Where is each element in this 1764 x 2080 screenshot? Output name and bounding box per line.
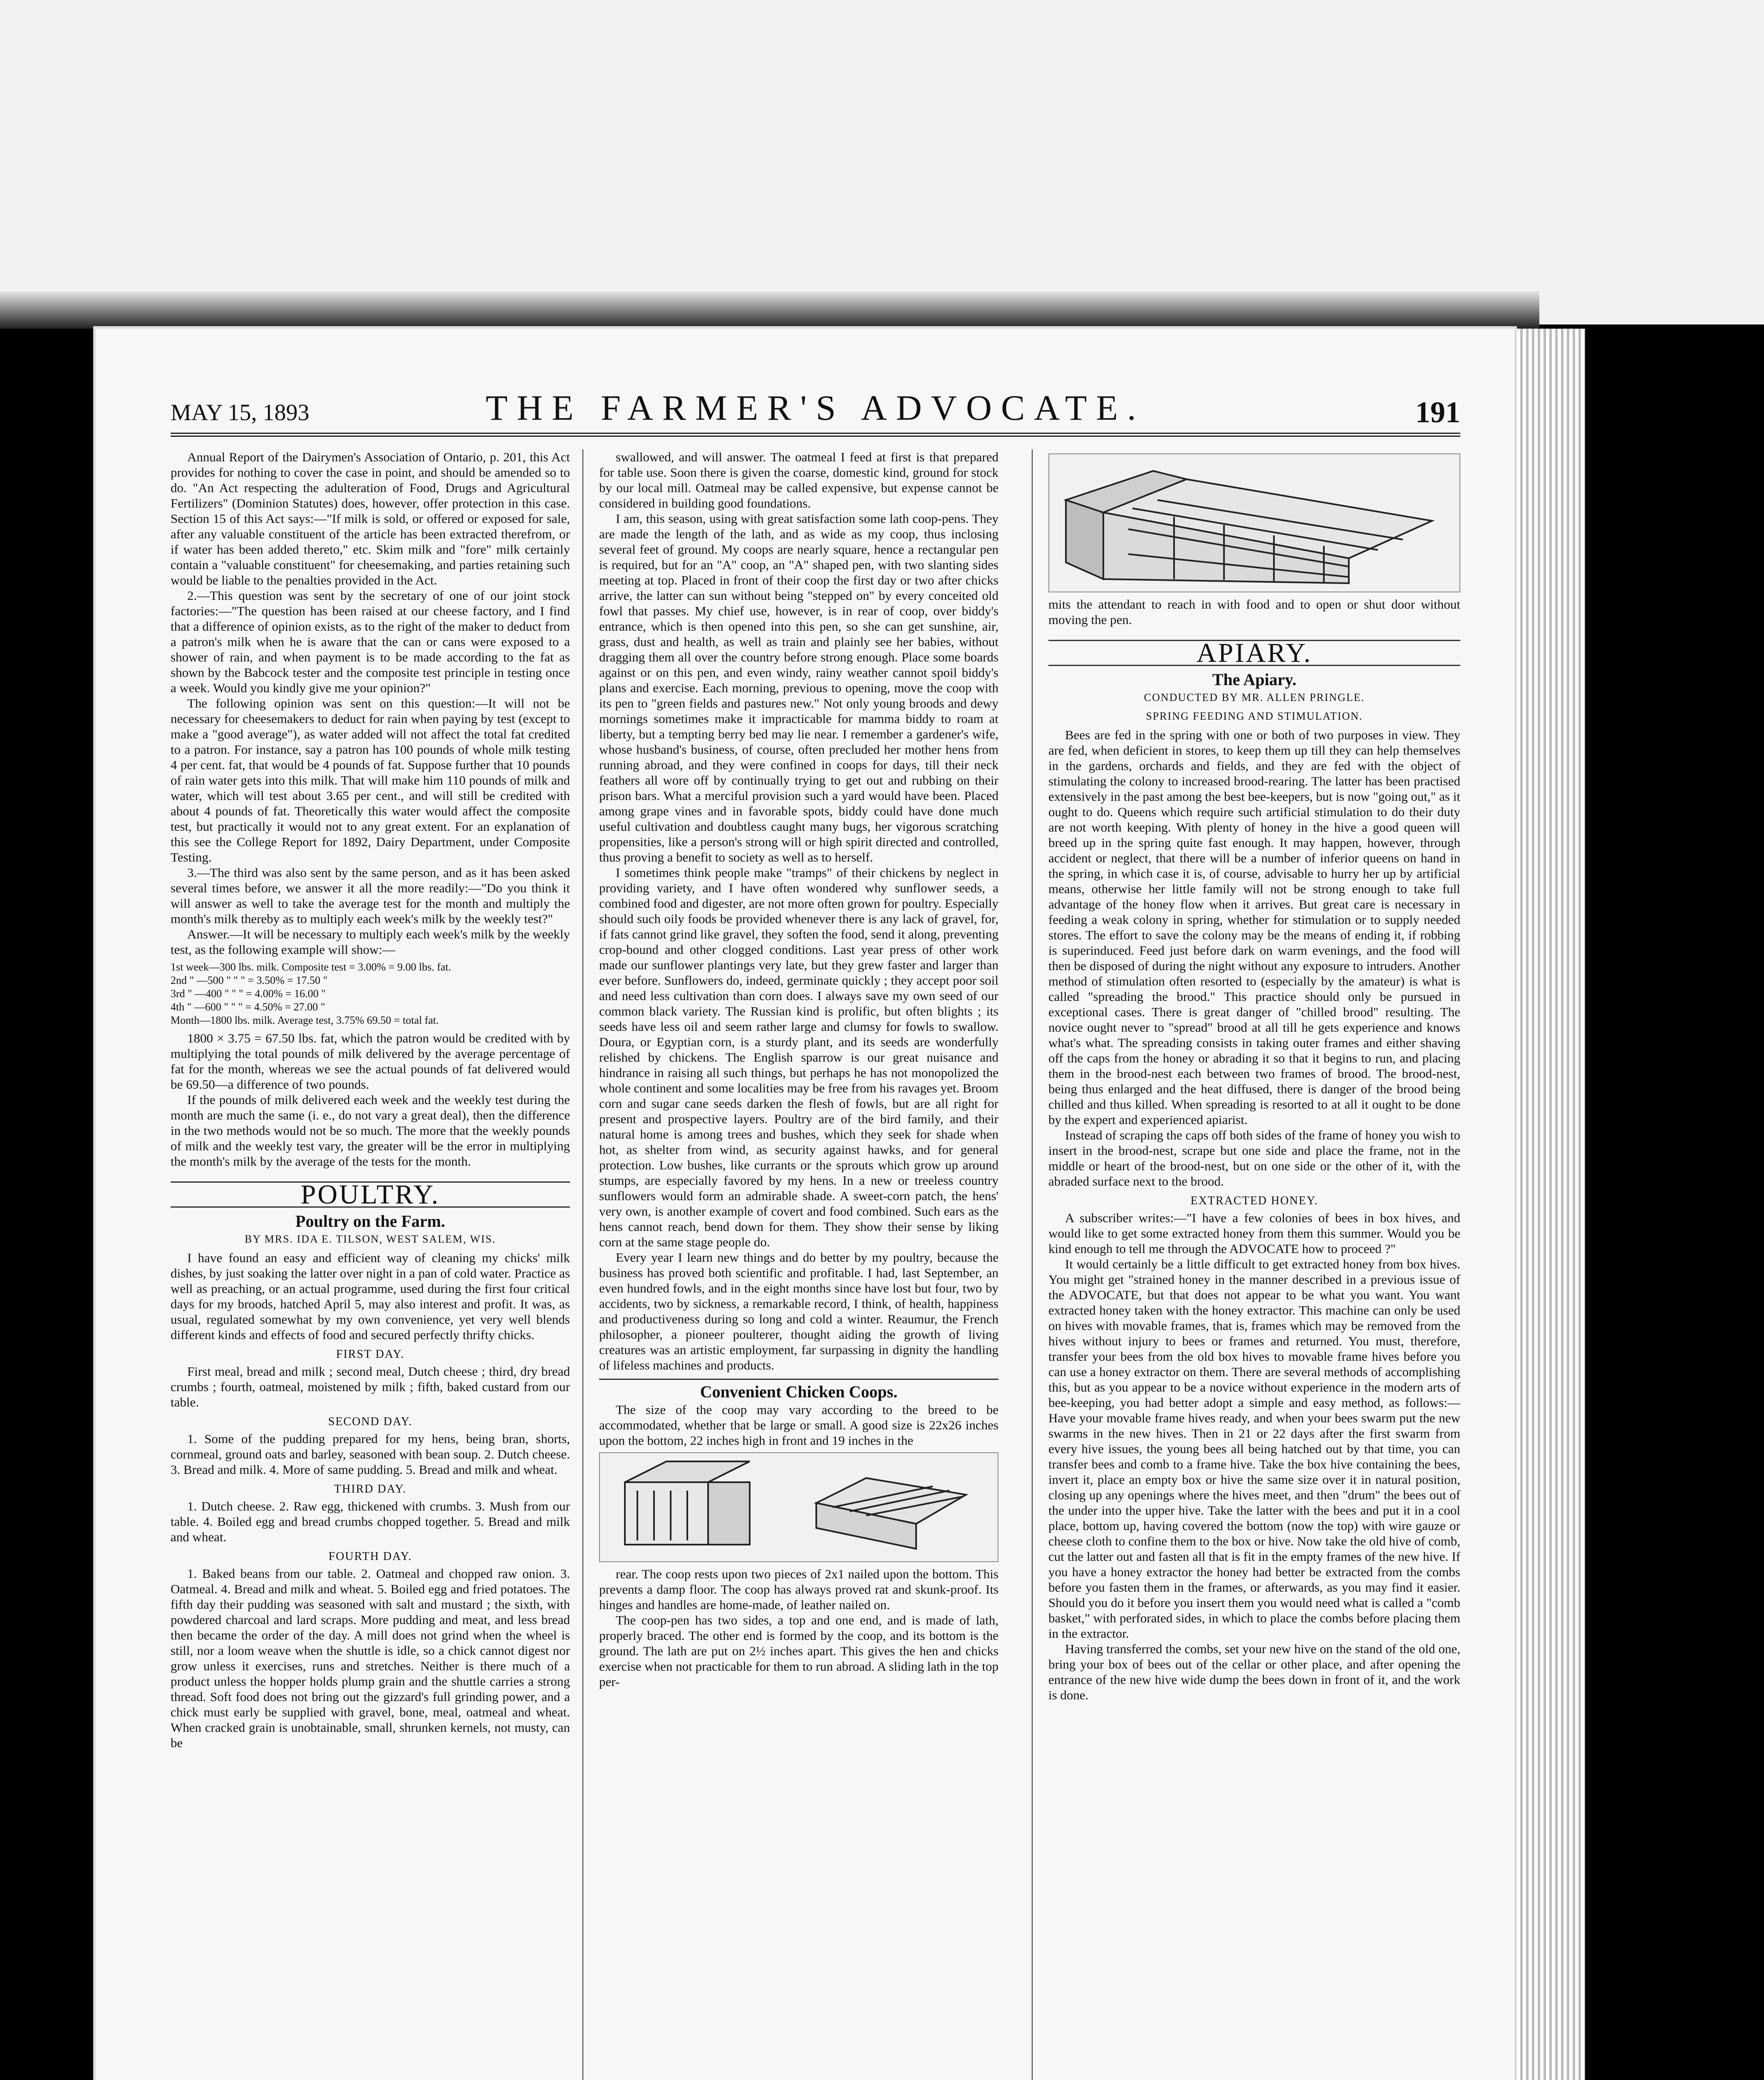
apiary-article-title: The Apiary.: [1212, 670, 1297, 689]
day-heading: SECOND DAY.: [328, 1415, 413, 1428]
paragraph: Annual Report of the Dairymen's Association of Ontario, p. 201, this Act provides for nothing to cover the case in point, and should be amended so to do. "An Act respecting the adulteration of Food, Drugs and Agricultural Fertilizers" (Dominion Statutes) does, however, offer protection in this case. Section 15 of this Act says:—"If milk is sold, or offered or exposed for sale, after any valuable constituent of the article has been extracted therefrom, or if water has been added thereto," etc. Skim milk and "fore" milk certainly contain a "valuable constituent" for cheesemaking, and parties retaining such would be liable to the penalties provided in the Act.: [171, 450, 570, 587]
newspaper-page: [96, 329, 1514, 2080]
column-1: [171, 449, 570, 1751]
paragraph: 1800 × 3.75 = 67.50 lbs. fat, which the patron would be credited with by multiplying the total pounds of milk delivered by the average percentage of fat for the month, whereas we see the actual pounds of fat delivered would be 69.50—a difference of two pounds.: [171, 1031, 570, 1092]
column-2: [599, 449, 998, 1689]
page-fold-shadow: [0, 291, 1539, 329]
table-row: 2nd " —500 " " " = 3.50% = 17.50 ": [171, 974, 328, 986]
extracted-honey-heading: EXTRACTED HONEY.: [1190, 1194, 1318, 1207]
scan-background-top: [0, 0, 1764, 324]
apiary-subheading: SPRING FEEDING AND STIMULATION.: [1146, 710, 1363, 722]
header-title: THE FARMER'S ADVOCATE.: [486, 388, 1145, 428]
chicken-coop-illustration: [599, 1452, 998, 1562]
paragraph: A subscriber writes:—"I have a few colonies of bees in box hives, and would like to get some extracted honey from them this summer. Would you be kind enough to tell me through the ADVOCATE how to proceed ?": [1048, 1211, 1460, 1256]
paragraph: 1. Some of the pudding prepared for my hens, being bran, shorts, cornmeal, ground oats and barley, seasoned with bean soup. 2. Dutch cheese. 3. Bread and milk. 4. More of same pudding. 5. Bread and milk and wheat.: [171, 1431, 570, 1477]
book-page-edges: [1514, 329, 1585, 2080]
day-heading: FOURTH DAY.: [328, 1550, 412, 1563]
column-3: [1048, 449, 1460, 1703]
paragraph: Answer.—It will be necessary to multiply each week's milk by the weekly test, as the following example will show:—: [171, 927, 570, 957]
coop-drawing: [600, 1453, 998, 1560]
paragraph: 1. Baked beans from our table. 2. Oatmeal and chopped raw onion. 3. Oatmeal. 4. Bread and milk and wheat. 5. Boiled egg and fried potatoes. The fifth day their pudding was seasoned with salt and mustard ; the sixth, with powdered charcoal and lard scraps. More pudding and meat, and less bread then became the order of the day. A mill does not grind when the wheel is still, nor a loom weave when the shuttle is idle, so a chick cannot digest nor grow unless it exercises, runs and stretches. Neither is there much of a product unless the hopper holds plump grain and the shuttle carries a strong thread. Soft food does not bring out the gizzard's full grinding power, and a chick must early be supplied with gravel, bone, meal, oatmeal and wheat. When cracked grain is unobtainable, small, shrunken kernels, not musty, can be: [171, 1566, 570, 1750]
paragraph: I have found an easy and efficient way of cleaning my chicks' milk dishes, by just soaking the latter over night in a pan of cold water. Practice as well as preaching, or an actual programme, used during the first four critical days for my broods, hatched April 5, may also interest and profit. It was, as usual, regulated somewhat by my own convenience, yet very well blends different kinds and effects of food and secured perfectly thrifty chicks.: [171, 1250, 570, 1342]
paragraph: Bees are fed in the spring with one or both of two purposes in view. They are fed, when deficient in stores, to keep them up till they can help themselves in the gardens, orchards and fields, and they are fed with the object of stimulating the colony to increased brood-rearing. The latter has been practised extensively in the past among the best bee-keepers, but is now "going out," as it ought to do. Queens which require such artificial stimulation to do their duty are not worth keeping. With plenty of honey in the hive a good queen will breed up in the spring quite fast enough. It may happen, however, through accident or neglect, that there will be a number of inferior queens on hand in the spring, in which case it is, of course, advisable to hurry her up by artificial means, otherwise her little family will not be strong enough to take full advantage of the honey flow when it arrives. But great care is necessary in feeding a weak colony in spring, whether for stimulation or to supply needed stores. The effort to save the colony may be the means of ending it, if robbing is superinduced. Feed just before dark on warm evenings, and the food will then be disposed of during the night without any exposure to intruders. Another method of stimulation often resorted to (especially by the amateur) is what is called "spreading the brood." This practice should only be pursued in exceptional cases. There is great danger of "chilled brood" resulting. The novice ought never to "spread" brood at all till he gets experience and knows what's what. The spreading consists in taking outer frames and either shaving off the caps from the honey or abrading it so that it begins to run, and placing them in the brood-nest each between two frames of brood. The brood-nest, being thus enlarged and the heat diffused, there is danger of the brood being chilled and thus killed. When spreading is resorted to at all it ought to be done by the expert and experienced apiarist.: [1048, 728, 1460, 1127]
coops-article-title: Convenient Chicken Coops.: [599, 1379, 998, 1399]
table-row: 3rd " —400 " " " = 4.00% = 16.00 ": [171, 988, 326, 1000]
paragraph: It would certainly be a little difficult to get extracted honey from box hives. You might get "strained honey in the manner described in a previous issue of the ADVOCATE, but that does not appear to be what you want. You want extracted honey taken with the honey extractor. This machine can only be used on hives with movable frames, that is, frames which may be removed from the hives without injury to bees or frames and returned. You must, therefore, transfer your bees from the old box hives to movable frame hives before you can use a honey extractor on them. There are several methods of accomplishing this, but as you appear to be a novice without experience in the modern arts of bee-keeping, you had better adopt a simple and easy method, as follows:—Have your movable frame hives ready, and when your bees swarm put the new swarms in the new hives. Then in 21 or 22 days after the first swarm from every hive issues, the young bees all being hatched out by that time, you can transfer bees and comb to a frame hive. Take the box hive containing the bees, invert it, place an empty box or hive the same size over it in natural position, closing up any openings where the hives meet, and then "drum" the bees out of the under into the upper hive. Take the latter with the bees and put it in a cool place, bottom up, having covered the bottom (now the top) with wire gauze or cheese cloth to confine them to the box or hive. Now take the old hive of comb, cut the latter out and fasten all that is fit in the empty frames of the new hive. If you have a honey extractor the honey had better be extracted from the combs before you fasten them in the frames, or afterwards, as you may find it easier. Should you do it before you insert them you would need what is called a "comb basket," with perforated sides, in which to place the combs before placing them in the extractor.: [1048, 1257, 1460, 1641]
paragraph: Instead of scraping the caps off both sides of the frame of honey you wish to insert in the brood-nest, scrape but one side and place the frame, not in the middle or heart of the brood-nest, but on one side or the other of it, with the abraded surface next to the brood.: [1048, 1128, 1460, 1189]
paragraph: The size of the coop may vary according to the breed to be accommodated, whether that be large or small. A good size is 22x26 inches upon the bottom, 22 inches high in front and 19 inches in the: [599, 1402, 998, 1448]
poultry-section-title: POULTRY.: [171, 1181, 570, 1208]
table-row: 4th " —600 " " " = 4.50% = 27.00 ": [171, 1001, 325, 1013]
paragraph: swallowed, and will answer. The oatmeal I feed at first is that prepared for table use. Soon there is given the coarse, domestic kind, ground for stock by our local mill. Oatmeal may be called expensive, but expense cannot be considered in building good foundations.: [599, 450, 998, 510]
day-heading: THIRD DAY.: [334, 1483, 407, 1496]
paragraph: 2.—This question was sent by the secretary of one of our joint stock factories:—"The question has been raised at our cheese factory, and I find that a difference of opinion exists, as to the right of the maker to deduct from a patron's milk when he is aware that the can or cans were exposed to a shower of rain, and when payment is to be made according to the fat as shown by the Babcock tester and the composite test principle in testing once a week. Would you kindly give me your opinion?": [171, 588, 570, 695]
header-page-number: 191: [1415, 396, 1460, 429]
page-header: [171, 383, 1460, 437]
milk-test-table: [171, 961, 570, 1027]
coop-pen-drawing: [1049, 454, 1459, 590]
figure-caption: mits the attendant to reach in with food and to open or shut door without moving the pen.: [1048, 597, 1460, 627]
paragraph: rear. The coop rests upon two pieces of 2x1 nailed upon the bottom. This prevents a damp floor. The coop has always proved rat and skunk-proof. Its hinges and handles are home-made, of leather nailed on.: [599, 1567, 998, 1612]
column-rule-2: [1032, 449, 1033, 2080]
paragraph: Having transferred the combs, set your new hive on the stand of the old one, bring your box of bees out of the cellar or other place, and after opening the entrance of the new hive wide dump the bees down in front of it, and the work is done.: [1048, 1642, 1460, 1702]
header-date: MAY 15, 1893: [171, 400, 310, 426]
paragraph: If the pounds of milk delivered each week and the weekly test during the month are much the same (i. e., do not vary a great deal), then the difference in the two methods would not be so much. The more that the weekly pounds of milk and the weekly test vary, the greater will be the error in multiplying the month's milk by the average of the tests for the month.: [171, 1092, 570, 1169]
table-row: 1st week—300 lbs. milk. Composite test = 3.00% = 9.00 lbs. fat.: [171, 961, 451, 973]
day-heading: FIRST DAY.: [336, 1348, 405, 1361]
table-row: Month—1800 lbs. milk. Average test, 3.75% 69.50 = total fat.: [171, 1014, 439, 1026]
paragraph: The following opinion was sent on this question:—It will not be necessary for cheesemakers to deduct for rain when paying by test (except to make a "good average"), as water added will not affect the total fat credited to a patron. For instance, say a patron has 100 pounds of whole milk testing 4 per cent. fat, that would be 4 pounds of fat. Suppose further that 10 pounds of rain water gets into this milk. That will make him 110 pounds of milk and water, which will test about 3.65 per cent., and will still be credited with about 4 pounds of fat. Theoretically this water would affect the composite test, but practically it would not to any great extent. For an explanation of this see the College Report for 1892, Dairy Department, under Composite Testing.: [171, 696, 570, 864]
paragraph: First meal, bread and milk ; second meal, Dutch cheese ; third, dry bread crumbs ; fourth, oatmeal, moistened by milk ; fifth, baked custard from our table.: [171, 1364, 570, 1409]
paragraph: The coop-pen has two sides, a top and one end, and is made of lath, properly braced. The other end is formed by the coop, and its bottom is the ground. The lath are put on 2½ inches apart. This gives the hen and chicks exercise when not practicable for them to run abroad. A sliding lath in the top per-: [599, 1613, 998, 1689]
paragraph: I sometimes think people make "tramps" of their chickens by neglect in providing variety, and I have often wondered why sunflower seeds, a combined food and digester, are not more often grown for poultry. Especially should such oily foods be provided whenever there is any lack of gravel, for, if fats cannot grind like gravel, they soften the food, send it along, preventing crop-bound and other clogged conditions. Last year press of other work made our sunflower plantings very late, but they grew faster and larger than ever before. Sunflowers do, indeed, germinate quickly ; they accept poor soil and need less cultivation than corn does. I always save my own seed of our common black variety. The Russian kind is prolific, but often blights ; its seeds have less oil and seem rather large and clumsy for fowls to swallow. Doura, or Egyptian corn, is a sturdy plant, and its seeds are wonderfully relished by chickens. The English sparrow is our great nuisance and hindrance in raising all such things, but perhaps he has not monopolized the whole continent and some localities may be free from his ravages yet. Broom corn and sugar cane seeds darken the flesh of fowls, but are all right for present and prospective layers. Poultry are of the bird family, and their natural home is among trees and bushes, which they seek for shade when hot, as shelter from wind, as security against hawks, and for general protection. Low bushes, like currants or the sprouts which grow up around stumps, are especially favored by my hens. In a new or treeless country sunflowers would form an admirable shade. A sweet-corn patch, the hens' very own, is another example of covert and food combined. Such ears as the hens cannot reach, bend down for them. They show their sense by liking corn at the same stage people do.: [599, 865, 998, 1249]
paragraph: 1. Dutch cheese. 2. Raw egg, thickened with crumbs. 3. Mush from our table. 4. Boiled egg and bread crumbs chopped together. 5. Bread and milk and wheat.: [171, 1499, 570, 1544]
coop-pen-illustration: [1048, 453, 1460, 592]
paragraph: 3.—The third was also sent by the same person, and as it has been asked several times before, we answer it all the more readily:—"Do you think it will answer as well to take the average test for the month and multiply the month's milk thereby as to multiply each week's milk by the weekly test?": [171, 865, 570, 926]
poultry-byline: BY MRS. IDA E. TILSON, WEST SALEM, WIS.: [245, 1233, 496, 1245]
apiary-byline: CONDUCTED BY MR. ALLEN PRINGLE.: [1144, 691, 1365, 703]
apiary-section-title: APIARY.: [1048, 640, 1460, 666]
poultry-article-title: Poultry on the Farm.: [295, 1212, 445, 1231]
paragraph: I am, this season, using with great satisfaction some lath coop-pens. They are made the length of the lath, and as wide as my coop, thus inclosing several feet of ground. My coops are nearly square, hence a rectangular pen is required, but for an "A" coop, an "A" shaped pen, with two slanting sides meeting at top. Placed in front of their coop the first day or two after chicks arrive, the latter can sun without being "stepped on" by every conceited old fowl that passes. My chief use, however, is in rear of coop, over biddy's entrance, which is then opened into this pen, so she can get sunshine, air, grass, dust and health, as well as train and plainly see her babies, without dragging them all over the country before strong enough. Place some boards against or on this pen, and even windy, rainy weather cannot spoil biddy's plans and exercise. Each morning, previous to opening, move the coop with its pen to "green fields and pastures new." Not only young broods and dewy mornings sometimes make it impracticable for mamma biddy to roam at liberty, but a tempting berry bed may lie near. I remember a gardener's wife, whose husband's business, of course, often precluded her mother hens from running abroad, and they were confined in coops for days, till their neck feathers all wore off by continually trying to get out and rubbing on their prison bars. What a merciful provision such a yard would have been. Placed among grape vines and in favorable spots, biddy could have done much useful cultivation and doubtless caught many bugs, her vigorous scratching propensities, like a person's strong will or high spirit directed and controlled, thus proving a benefit to society as well as to herself.: [599, 511, 998, 864]
column-rule-1: [582, 449, 583, 2080]
paragraph: Every year I learn new things and do better by my poultry, because the business has proved both scientific and profitable. I had, last September, an even hundred fowls, and in the eight months since have lost but four, two by accidents, two by sickness, a remarkable record, I think, of health, happiness and productiveness during so long and cold a winter. Reaumur, the French philosopher, a pioneer poulterer, thought aiding the growth of living creatures was an artistic employment, far surpassing in dignity the handling of lifeless machines and products.: [599, 1250, 998, 1372]
